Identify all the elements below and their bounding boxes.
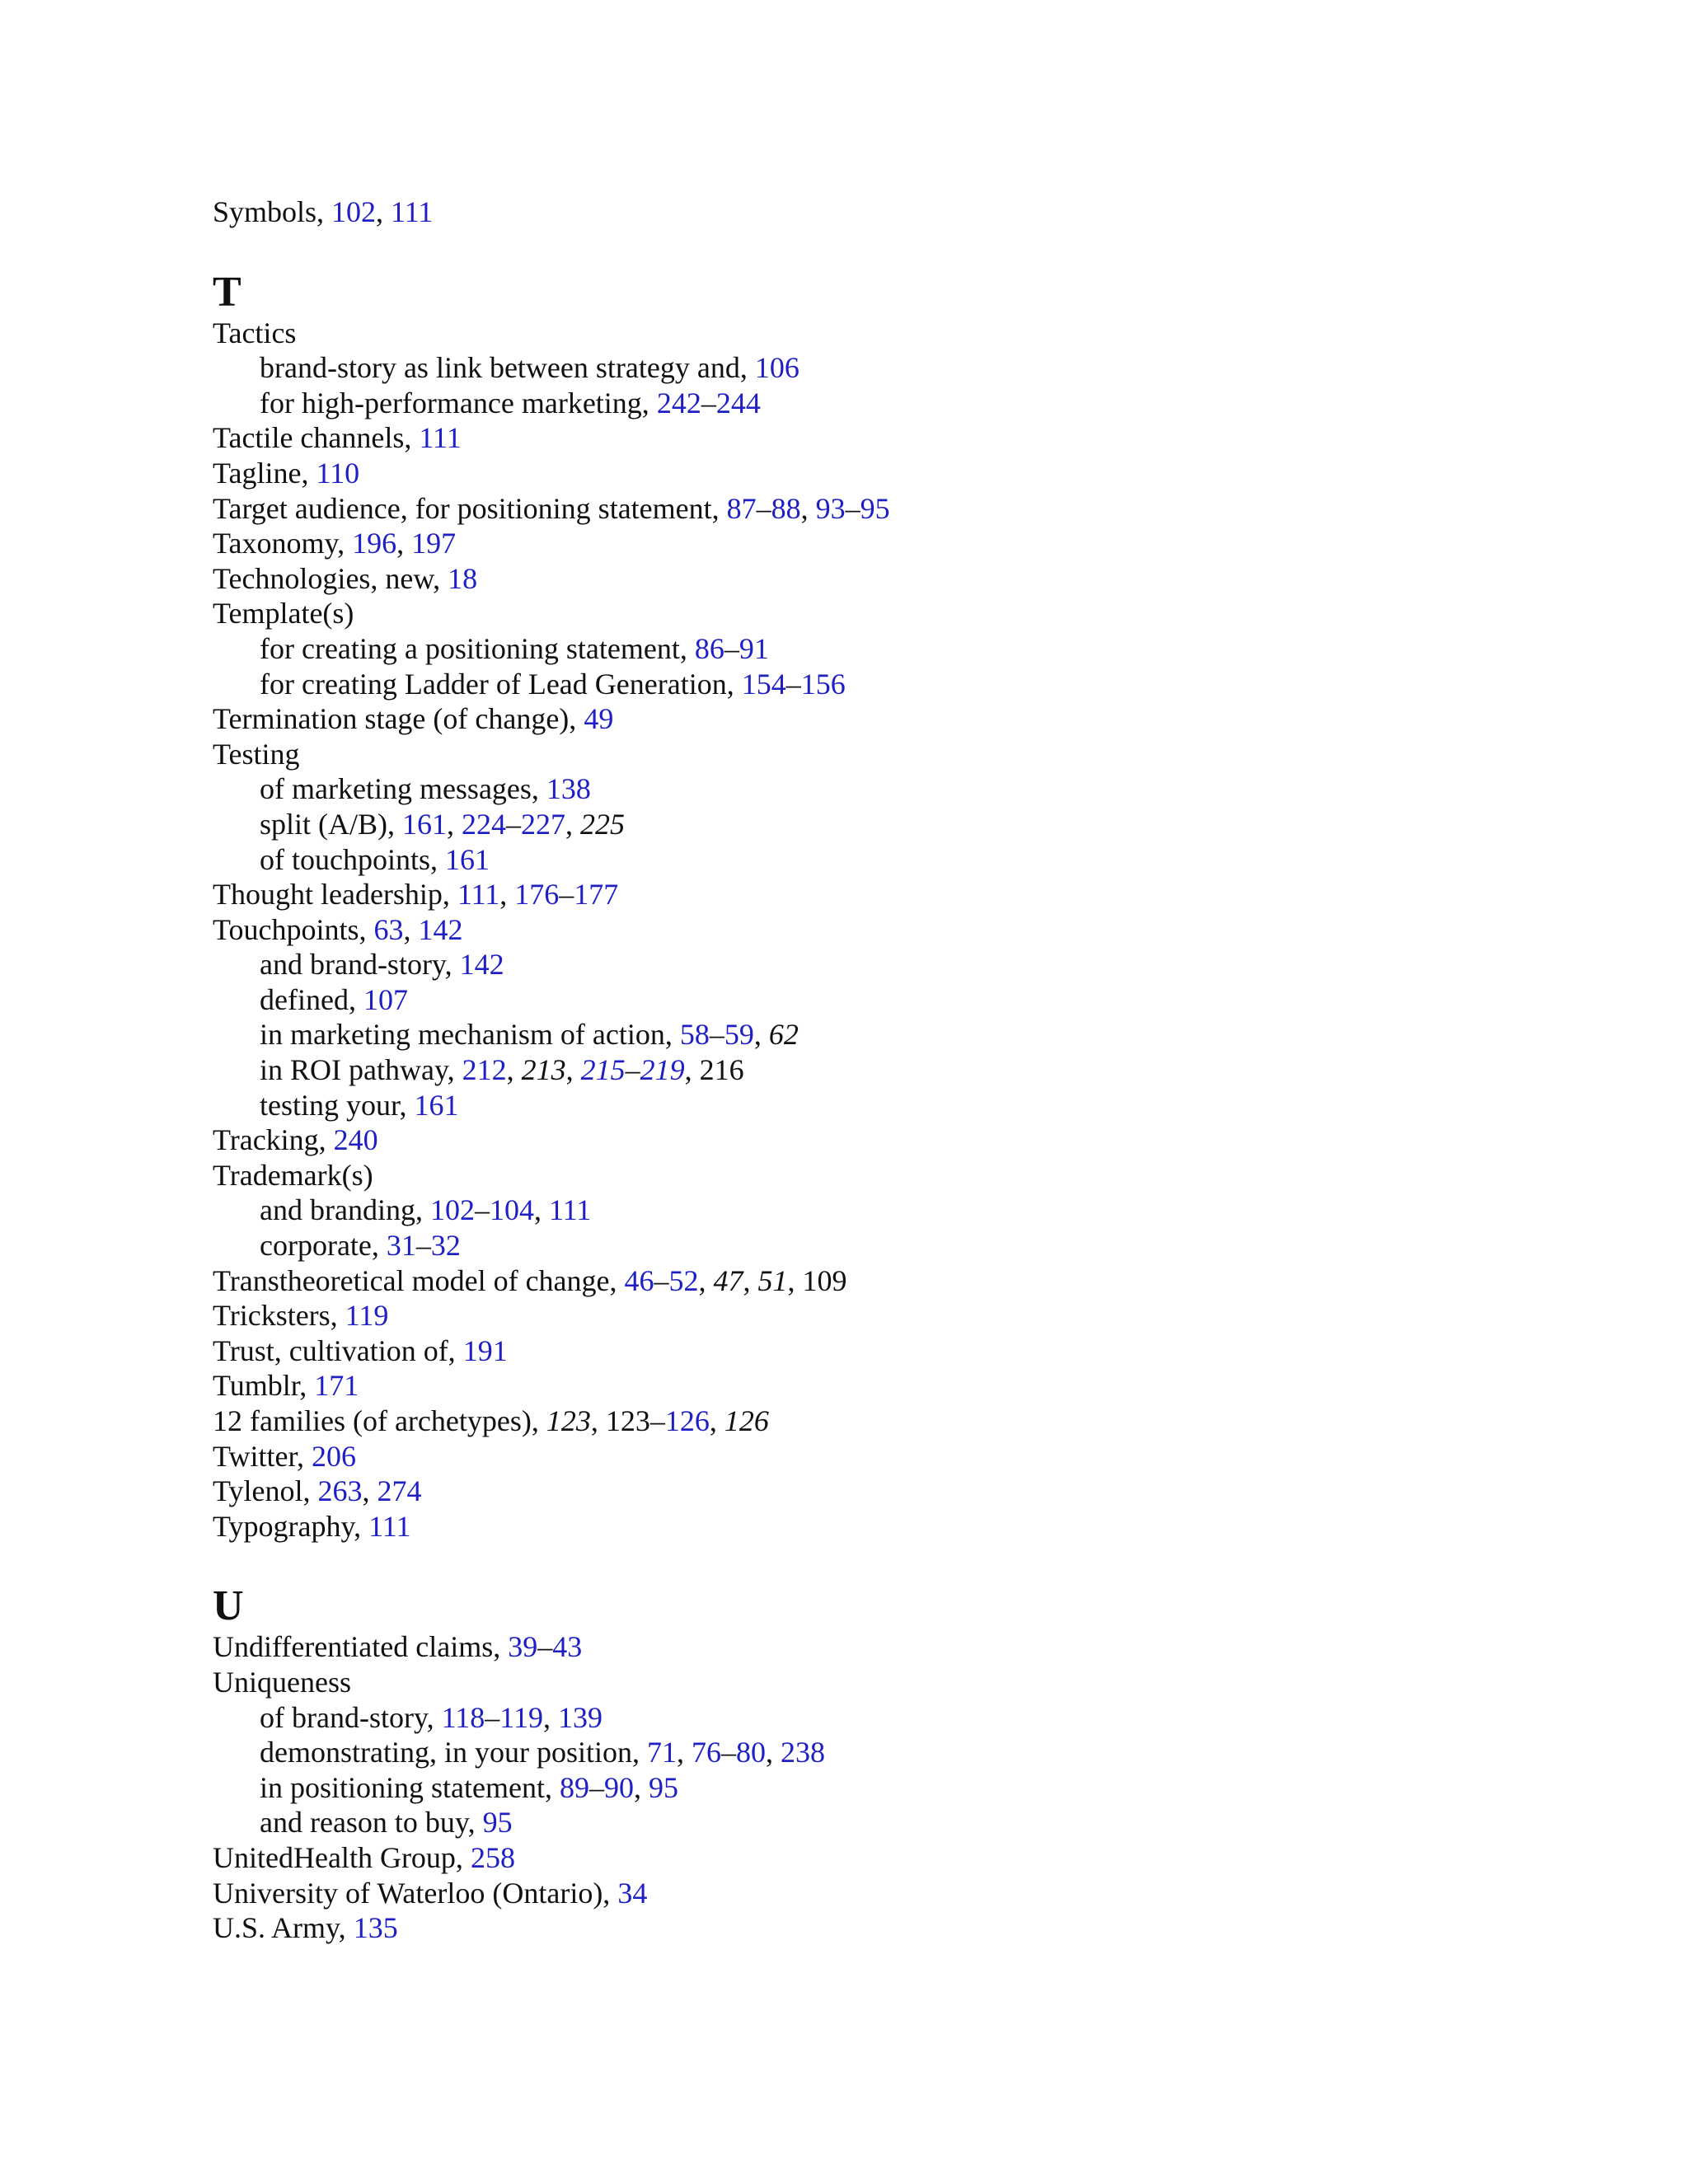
index-entry bbox=[213, 912, 1614, 948]
entry-text: , bbox=[633, 1770, 649, 1804]
entry-text: Tylenol, bbox=[213, 1474, 318, 1508]
entry-text: for creating a positioning statement, bbox=[260, 631, 695, 665]
entry-text: Thought leadership, bbox=[213, 878, 457, 912]
page-link[interactable]: 215 bbox=[580, 1053, 626, 1087]
entry-text: Tracking, bbox=[213, 1123, 334, 1157]
index-entry bbox=[213, 1509, 1614, 1544]
index-page bbox=[213, 194, 1614, 1946]
entry-text: , bbox=[362, 1474, 377, 1508]
page-link[interactable]: 176 bbox=[514, 878, 560, 912]
page-link[interactable]: 156 bbox=[800, 667, 846, 701]
index-entry bbox=[213, 1876, 1614, 1911]
entry-text: – bbox=[701, 386, 716, 419]
page-link[interactable]: 95 bbox=[648, 1770, 678, 1804]
index-subentry bbox=[213, 1017, 1614, 1052]
page-link[interactable]: 63 bbox=[373, 912, 404, 946]
entry-text: Technologies, new, bbox=[213, 561, 448, 595]
section-letter-u: U bbox=[213, 1582, 244, 1630]
page-link[interactable]: 58 bbox=[679, 1018, 710, 1052]
page-link[interactable]: 106 bbox=[754, 351, 799, 385]
page-link[interactable]: 119 bbox=[499, 1700, 543, 1734]
entry-text: – bbox=[724, 631, 739, 665]
index-subentry bbox=[213, 386, 1614, 421]
entry-text: of brand-story, bbox=[260, 1700, 442, 1734]
page-link[interactable]: 242 bbox=[656, 386, 701, 419]
page-link[interactable]: 119 bbox=[345, 1299, 389, 1333]
entry-text: , bbox=[403, 912, 419, 946]
index-subentry bbox=[213, 1805, 1614, 1840]
index-entry bbox=[213, 1665, 1614, 1700]
page-link[interactable]: 161 bbox=[414, 1088, 459, 1122]
page-link[interactable]: 191 bbox=[462, 1333, 508, 1367]
entry-text: Tumblr, bbox=[213, 1369, 315, 1403]
page-link[interactable]: 224 bbox=[462, 807, 507, 841]
entry-text: , bbox=[565, 1053, 581, 1087]
entry-text: , bbox=[533, 1193, 549, 1227]
entry-text: – bbox=[588, 1770, 604, 1804]
entry-text: Symbols, bbox=[213, 195, 332, 228]
entry-text: 123 bbox=[546, 1404, 591, 1437]
entry-text: Tricksters, bbox=[213, 1299, 345, 1333]
entry-text: U.S. Army, bbox=[213, 1911, 354, 1945]
index-entry bbox=[213, 1333, 1614, 1369]
entry-text: brand-story as link between strategy and, bbox=[260, 351, 755, 385]
index-entry bbox=[213, 596, 1614, 631]
entry-text: in ROI pathway, bbox=[260, 1053, 462, 1087]
entry-text: Undifferentiated claims, bbox=[213, 1630, 509, 1664]
index-subentry bbox=[213, 1193, 1614, 1228]
entry-text: – bbox=[785, 667, 801, 701]
page-link[interactable]: 111 bbox=[368, 1509, 411, 1543]
index-entry bbox=[213, 1158, 1614, 1193]
entry-text: – bbox=[625, 1053, 640, 1087]
page-link[interactable]: 111 bbox=[419, 421, 462, 455]
index-entry bbox=[213, 420, 1614, 456]
page-link[interactable]: 177 bbox=[574, 878, 619, 912]
entry-text: in positioning statement, bbox=[260, 1770, 560, 1804]
page-link[interactable]: 89 bbox=[559, 1770, 589, 1804]
entry-text: Uniqueness bbox=[213, 1665, 351, 1699]
entry-text: UnitedHealth Group, bbox=[213, 1840, 471, 1874]
page-link[interactable]: 126 bbox=[664, 1404, 710, 1437]
entry-text: , bbox=[506, 1053, 522, 1087]
page-link[interactable]: 59 bbox=[724, 1018, 754, 1052]
entry-text: – bbox=[485, 1700, 500, 1734]
entry-text: testing your, bbox=[260, 1088, 415, 1122]
page-link[interactable]: 86 bbox=[694, 631, 724, 665]
page-link[interactable]: 206 bbox=[312, 1439, 357, 1473]
page-link[interactable]: 111 bbox=[548, 1193, 592, 1227]
entry-text: , bbox=[698, 1263, 714, 1297]
page-link[interactable]: 135 bbox=[353, 1911, 398, 1945]
entry-text: of marketing messages, bbox=[260, 772, 546, 806]
entry-text: for high-performance marketing, bbox=[260, 386, 657, 419]
page-link[interactable]: 138 bbox=[546, 772, 591, 806]
index-subentry bbox=[213, 807, 1614, 842]
index-subentry bbox=[213, 1228, 1614, 1263]
entry-text: – bbox=[720, 1736, 736, 1769]
entry-text: 62 bbox=[768, 1018, 799, 1052]
entry-text: Transtheoretical model of change, bbox=[213, 1263, 625, 1297]
page-link[interactable]: 46 bbox=[624, 1263, 654, 1297]
entry-text: , bbox=[565, 807, 581, 841]
entry-text: , bbox=[800, 491, 816, 525]
page-link[interactable]: 238 bbox=[780, 1736, 825, 1769]
index-entry bbox=[213, 1263, 1614, 1299]
entry-text: , bbox=[709, 1404, 724, 1437]
page-link[interactable]: 104 bbox=[489, 1193, 534, 1227]
page-link[interactable]: 102 bbox=[429, 1193, 475, 1227]
entry-text: 225 bbox=[580, 807, 626, 841]
index-entry bbox=[213, 1368, 1614, 1404]
index-entry bbox=[213, 701, 1614, 737]
index-subentry bbox=[213, 631, 1614, 667]
entry-text: and reason to buy, bbox=[260, 1806, 483, 1840]
page-link[interactable]: 34 bbox=[617, 1876, 648, 1910]
entry-text: Typography, bbox=[213, 1509, 369, 1543]
page-link[interactable]: 91 bbox=[738, 631, 769, 665]
index-subentry bbox=[213, 1088, 1614, 1123]
page-link[interactable]: 43 bbox=[552, 1630, 583, 1664]
page-link[interactable]: 102 bbox=[331, 195, 377, 228]
entry-text: , 216 bbox=[684, 1053, 744, 1087]
page-link[interactable]: 90 bbox=[603, 1770, 634, 1804]
page-link[interactable]: 142 bbox=[418, 912, 463, 946]
index-entry bbox=[213, 1474, 1614, 1509]
entry-text: , bbox=[765, 1736, 781, 1769]
page-link[interactable]: 263 bbox=[317, 1474, 363, 1508]
entry-text: and branding, bbox=[260, 1193, 430, 1227]
page-link[interactable]: 171 bbox=[314, 1369, 359, 1403]
index-subentry bbox=[213, 1735, 1614, 1770]
entry-text: , bbox=[542, 1700, 558, 1734]
entry-text: – bbox=[709, 1018, 724, 1052]
entry-text: – bbox=[474, 1193, 490, 1227]
page-link[interactable]: 196 bbox=[352, 527, 397, 560]
page-link[interactable]: 107 bbox=[363, 982, 408, 1016]
page-link[interactable]: 154 bbox=[741, 667, 786, 701]
index-entry bbox=[213, 1439, 1614, 1474]
page-link[interactable]: 110 bbox=[316, 456, 360, 490]
entry-text: Tactile channels, bbox=[213, 421, 420, 455]
page-link[interactable]: 212 bbox=[462, 1053, 507, 1087]
entry-text: 51 bbox=[757, 1263, 788, 1297]
index-subentry bbox=[213, 982, 1614, 1018]
entry-text: , bbox=[753, 1018, 769, 1052]
index-subentry bbox=[213, 667, 1614, 702]
entry-text: Target audience, for positioning statement, bbox=[213, 491, 727, 525]
entry-text: 12 families (of archetypes), bbox=[213, 1404, 546, 1437]
entry-text: Testing bbox=[213, 737, 300, 771]
index-entry bbox=[213, 194, 1614, 230]
entry-text: – bbox=[415, 1229, 431, 1263]
index-subentry bbox=[213, 947, 1614, 982]
page-link[interactable]: 95 bbox=[482, 1806, 513, 1840]
entry-text: Touchpoints, bbox=[213, 912, 374, 946]
entry-text: – bbox=[845, 491, 860, 525]
entry-text: corporate, bbox=[260, 1229, 387, 1263]
index-entry bbox=[213, 1298, 1614, 1333]
index-subentry bbox=[213, 1770, 1614, 1806]
page-link[interactable]: 95 bbox=[860, 491, 890, 525]
page-link[interactable]: 18 bbox=[448, 561, 478, 595]
page-link[interactable]: 161 bbox=[444, 842, 490, 876]
index-entry bbox=[213, 737, 1614, 772]
index-subentry bbox=[213, 1052, 1614, 1088]
page-link[interactable]: 244 bbox=[715, 386, 761, 419]
entry-text: , bbox=[499, 878, 515, 912]
page-link[interactable]: 49 bbox=[584, 702, 614, 736]
index-entry bbox=[213, 561, 1614, 597]
entry-text: – bbox=[537, 1630, 553, 1664]
entry-text: defined, bbox=[260, 982, 363, 1016]
page-link[interactable]: 80 bbox=[735, 1736, 766, 1769]
index-entry bbox=[213, 456, 1614, 491]
entry-text: Template(s) bbox=[213, 597, 354, 630]
index-entry bbox=[213, 877, 1614, 912]
page-link[interactable]: 52 bbox=[668, 1263, 699, 1297]
entry-text: Termination stage (of change), bbox=[213, 702, 584, 736]
entry-text: University of Waterloo (Ontario), bbox=[213, 1876, 618, 1910]
entry-text: , bbox=[447, 807, 462, 841]
page-link[interactable]: 111 bbox=[457, 878, 500, 912]
index-entry bbox=[213, 1629, 1614, 1665]
page-link[interactable]: 118 bbox=[441, 1700, 485, 1734]
entry-text: 213 bbox=[521, 1053, 566, 1087]
entry-text: Tactics bbox=[213, 316, 297, 349]
index-entry bbox=[213, 1840, 1614, 1876]
entry-text: for creating Ladder of Lead Generation, bbox=[260, 667, 742, 701]
entry-text: , bbox=[743, 1263, 758, 1297]
page-link[interactable]: 32 bbox=[430, 1229, 461, 1263]
entry-text: – bbox=[654, 1263, 669, 1297]
entry-text: and brand-story, bbox=[260, 948, 460, 982]
page-link[interactable]: 139 bbox=[557, 1700, 603, 1734]
page-link[interactable]: 93 bbox=[815, 491, 846, 525]
page-link[interactable]: 240 bbox=[333, 1123, 378, 1157]
page-link[interactable]: 161 bbox=[402, 807, 448, 841]
entry-text: Taxonomy, bbox=[213, 527, 353, 560]
page-link[interactable]: 197 bbox=[411, 527, 457, 560]
index-subentry bbox=[213, 1700, 1614, 1736]
page-link[interactable]: 71 bbox=[646, 1736, 677, 1769]
entry-text: , bbox=[396, 527, 412, 560]
entry-text: Trademark(s) bbox=[213, 1158, 373, 1192]
index-entry bbox=[213, 1122, 1614, 1158]
page-link[interactable]: 111 bbox=[391, 195, 434, 228]
entry-text: 47 bbox=[713, 1263, 743, 1297]
page-link[interactable]: 274 bbox=[377, 1474, 422, 1508]
entry-text: Trust, cultivation of, bbox=[213, 1333, 463, 1367]
entry-text: demonstrating, in your position, bbox=[260, 1736, 647, 1769]
entry-text: , bbox=[676, 1736, 692, 1769]
page-link[interactable]: 31 bbox=[386, 1229, 416, 1263]
entry-text: – bbox=[506, 807, 522, 841]
section-letter-t: T bbox=[213, 268, 241, 316]
entry-text: , bbox=[376, 195, 392, 228]
index-entry bbox=[213, 491, 1614, 527]
page-link[interactable]: 88 bbox=[771, 491, 801, 525]
index-subentry bbox=[213, 771, 1614, 807]
entry-text: in marketing mechanism of action, bbox=[260, 1018, 680, 1052]
entry-text: Tagline, bbox=[213, 456, 316, 490]
index-entry bbox=[213, 316, 1614, 351]
entry-text: – bbox=[756, 491, 771, 525]
index-subentry bbox=[213, 350, 1614, 386]
index-entry bbox=[213, 526, 1614, 561]
page-link[interactable]: 87 bbox=[726, 491, 757, 525]
index-entry bbox=[213, 1910, 1614, 1946]
page-link[interactable]: 219 bbox=[640, 1053, 685, 1087]
entry-text: – bbox=[559, 878, 574, 912]
entry-text: of touchpoints, bbox=[260, 842, 445, 876]
page-link[interactable]: 76 bbox=[691, 1736, 721, 1769]
page-link[interactable]: 258 bbox=[470, 1840, 515, 1874]
entry-text: split (A/B), bbox=[260, 807, 403, 841]
entry-text: , 109 bbox=[787, 1263, 847, 1297]
page-link[interactable]: 39 bbox=[508, 1630, 538, 1664]
entry-text: Twitter, bbox=[213, 1439, 312, 1473]
entry-text: 126 bbox=[724, 1404, 769, 1437]
page-link[interactable]: 227 bbox=[521, 807, 566, 841]
page-link[interactable]: 142 bbox=[459, 948, 504, 982]
index-entry bbox=[213, 1404, 1614, 1439]
entry-text: , 123– bbox=[590, 1404, 665, 1437]
index-subentry bbox=[213, 842, 1614, 878]
